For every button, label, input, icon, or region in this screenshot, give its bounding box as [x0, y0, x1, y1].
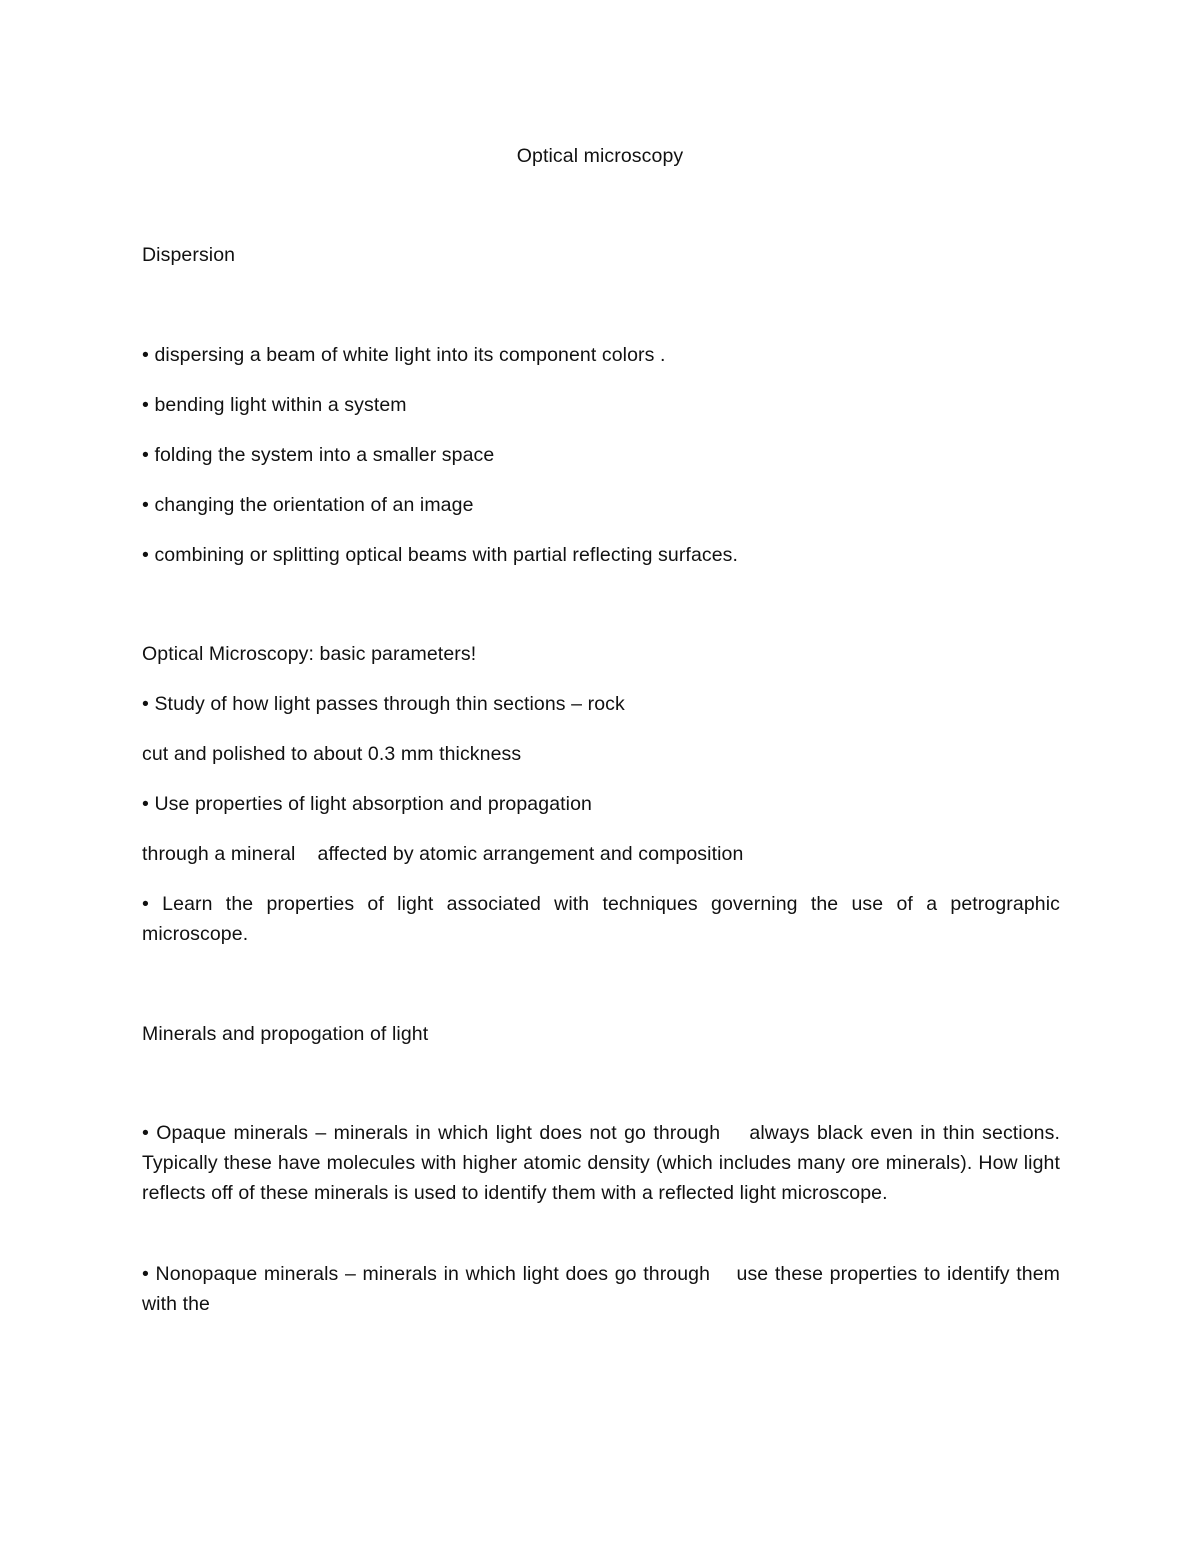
- text-paragraph: • Learn the properties of light associated with techniques governing the use of a petrographic microscope.: [142, 893, 1060, 945]
- bullet-item: • folding the system into a smaller space: [142, 444, 495, 466]
- text-line: • Use properties of light absorption and propagation: [142, 793, 592, 815]
- text-paragraph: • Opaque minerals – minerals in which light does not go through always black even in thin sections. Typically these have molecules with higher atomic density (which includes many ore minerals). How light reflects off of these minerals is used to identify them with a reflected light microscope.: [142, 1122, 1066, 1204]
- bullet-item: • combining or splitting optical beams with partial reflecting surfaces.: [142, 544, 739, 566]
- section-heading-minerals: Minerals and propogation of light: [142, 1023, 429, 1045]
- section-heading-dispersion: Dispersion: [142, 244, 236, 266]
- text-line: through a mineral affected by atomic arrangement and composition: [142, 843, 744, 865]
- bullet-item: • dispersing a beam of white light into its component colors .: [142, 344, 666, 366]
- text-paragraph: • Nonopaque minerals – minerals in which light does go through use these properties to identify them with the: [142, 1263, 1066, 1315]
- page-title: Optical microscopy: [516, 145, 684, 167]
- bullet-item: • changing the orientation of an image: [142, 494, 474, 516]
- bullet-item: • bending light within a system: [142, 394, 407, 416]
- text-line: • Study of how light passes through thin sections – rock: [142, 693, 625, 715]
- section-heading-basic-parameters: Optical Microscopy: basic parameters!: [142, 643, 477, 665]
- text-line: cut and polished to about 0.3 mm thickness: [142, 743, 522, 765]
